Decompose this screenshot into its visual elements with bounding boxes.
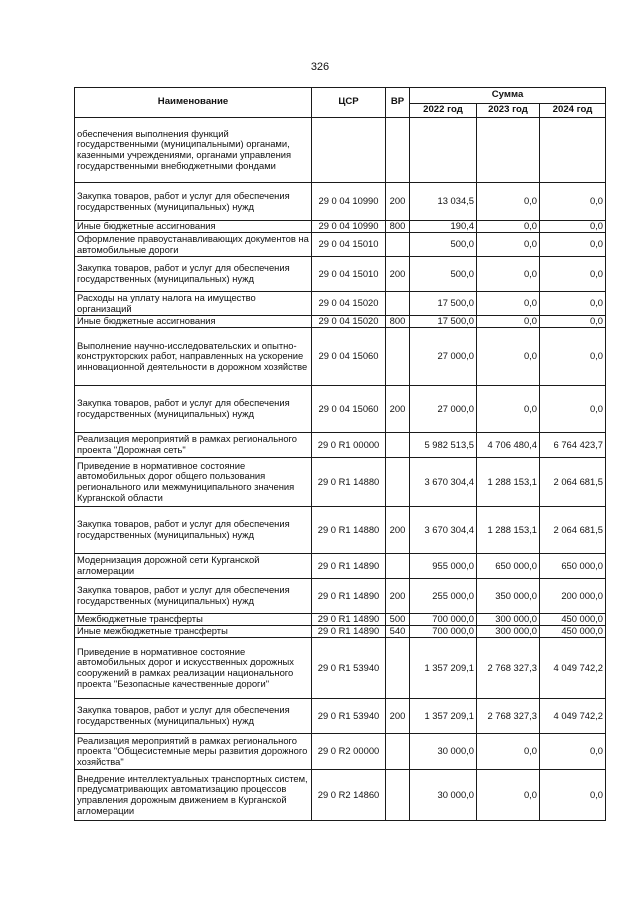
- cell-2022: 255 000,0: [410, 579, 477, 614]
- cell-2023: 0,0: [477, 734, 540, 770]
- table-row: [75, 328, 606, 386]
- header-vr: ВР: [386, 88, 410, 118]
- cell-2023: 0,0: [477, 316, 540, 328]
- cell-2023: 650 000,0: [477, 554, 540, 579]
- cell-vr: 200: [386, 386, 410, 433]
- cell-csr: 29 0 04 15060: [312, 328, 386, 386]
- cell-2023: 1 288 153,1: [477, 507, 540, 554]
- cell-2023: 300 000,0: [477, 614, 540, 626]
- cell-2024: 0,0: [540, 770, 606, 821]
- page-number: 326: [310, 61, 330, 73]
- cell-vr: [386, 458, 410, 507]
- cell-2022: 955 000,0: [410, 554, 477, 579]
- cell-csr: 29 0 04 10990: [312, 183, 386, 221]
- cell-2024: 0,0: [540, 328, 606, 386]
- cell-vr: 800: [386, 316, 410, 328]
- table-row: [75, 257, 606, 292]
- cell-2024: 0,0: [540, 221, 606, 233]
- table-row: [75, 316, 606, 328]
- cell-2022: 27 000,0: [410, 386, 477, 433]
- cell-name: Межбюджетные трансферты: [75, 614, 312, 626]
- cell-2023: 0,0: [477, 221, 540, 233]
- cell-2023: [477, 118, 540, 183]
- cell-2022: 13 034,5: [410, 183, 477, 221]
- cell-2022: 17 500,0: [410, 292, 477, 316]
- table-row: [75, 626, 606, 638]
- cell-name: Модернизация дорожной сети Курганской агломерации: [75, 554, 312, 579]
- cell-vr: 200: [386, 183, 410, 221]
- cell-csr: 29 0 R1 14890: [312, 626, 386, 638]
- cell-2024: 2 064 681,5: [540, 458, 606, 507]
- cell-2022: 1 357 209,1: [410, 638, 477, 699]
- table-row: [75, 386, 606, 433]
- cell-vr: [386, 233, 410, 257]
- cell-name: Иные бюджетные ассигнования: [75, 316, 312, 328]
- cell-name: Внедрение интеллектуальных транспортных систем, предусматривающих автоматизацию процессов управления дорожным движением в Курганской агломерации: [75, 770, 312, 821]
- cell-csr: 29 0 R1 14890: [312, 554, 386, 579]
- table-row: [75, 458, 606, 507]
- cell-2023: 2 768 327,3: [477, 699, 540, 734]
- cell-2023: 4 706 480,4: [477, 433, 540, 458]
- cell-2023: 0,0: [477, 770, 540, 821]
- cell-name: Реализация мероприятий в рамках регионального проекта "Общесистемные меры развития дорожного хозяйства": [75, 734, 312, 770]
- cell-vr: [386, 734, 410, 770]
- cell-name: Закупка товаров, работ и услуг для обеспечения государственных (муниципальных) нужд: [75, 699, 312, 734]
- cell-2022: 500,0: [410, 233, 477, 257]
- cell-2024: 6 764 423,7: [540, 433, 606, 458]
- table-row: [75, 638, 606, 699]
- cell-name: Закупка товаров, работ и услуг для обеспечения государственных (муниципальных) нужд: [75, 183, 312, 221]
- cell-vr: [386, 328, 410, 386]
- cell-2023: 0,0: [477, 233, 540, 257]
- cell-2024: 0,0: [540, 257, 606, 292]
- cell-2024: [540, 118, 606, 183]
- cell-csr: 29 0 R1 53940: [312, 638, 386, 699]
- cell-vr: 800: [386, 221, 410, 233]
- cell-name: Реализация мероприятий в рамках регионального проекта "Дорожная сеть": [75, 433, 312, 458]
- cell-name: Иные межбюджетные трансферты: [75, 626, 312, 638]
- cell-2022: 700 000,0: [410, 626, 477, 638]
- cell-2024: 4 049 742,2: [540, 638, 606, 699]
- cell-2022: 17 500,0: [410, 316, 477, 328]
- table-row: [75, 233, 606, 257]
- table-row: [75, 770, 606, 821]
- table-row: [75, 183, 606, 221]
- cell-name: обеспечения выполнения функций государственными (муниципальными) органами, казенными учреждениями, органами управления государственными внебюджетными фондами: [75, 118, 312, 183]
- budget-table: [74, 87, 606, 821]
- table-header: [75, 88, 606, 118]
- cell-csr: [312, 118, 386, 183]
- cell-csr: 29 0 04 15060: [312, 386, 386, 433]
- cell-csr: 29 0 04 15020: [312, 316, 386, 328]
- table-row: [75, 734, 606, 770]
- cell-name: Расходы на уплату налога на имущество организаций: [75, 292, 312, 316]
- cell-name: Приведение в нормативное состояние автомобильных дорог и искусственных дорожных сооружений в рамках реализации национального проекта "Безопасные качественные дороги": [75, 638, 312, 699]
- cell-vr: 200: [386, 699, 410, 734]
- cell-vr: [386, 554, 410, 579]
- cell-2024: 450 000,0: [540, 614, 606, 626]
- cell-2024: 0,0: [540, 183, 606, 221]
- cell-name: Закупка товаров, работ и услуг для обеспечения государственных (муниципальных) нужд: [75, 579, 312, 614]
- cell-2022: 700 000,0: [410, 614, 477, 626]
- cell-csr: 29 0 04 15020: [312, 292, 386, 316]
- table-row: [75, 614, 606, 626]
- cell-2022: 3 670 304,4: [410, 458, 477, 507]
- cell-2022: 500,0: [410, 257, 477, 292]
- cell-2022: 30 000,0: [410, 734, 477, 770]
- cell-name: Закупка товаров, работ и услуг для обеспечения государственных (муниципальных) нужд: [75, 257, 312, 292]
- cell-2023: 0,0: [477, 257, 540, 292]
- cell-vr: 200: [386, 507, 410, 554]
- cell-vr: 540: [386, 626, 410, 638]
- cell-2022: 27 000,0: [410, 328, 477, 386]
- cell-2022: 1 357 209,1: [410, 699, 477, 734]
- table-row: [75, 554, 606, 579]
- cell-2024: 0,0: [540, 292, 606, 316]
- cell-2023: 0,0: [477, 183, 540, 221]
- cell-2024: 0,0: [540, 316, 606, 328]
- table-row: [75, 433, 606, 458]
- cell-2024: 0,0: [540, 233, 606, 257]
- cell-2023: 1 288 153,1: [477, 458, 540, 507]
- cell-2023: 0,0: [477, 328, 540, 386]
- cell-name: Выполнение научно-исследовательских и опытно-конструкторских работ, направленных на ускорение инновационной деятельности в дорожном хозяйстве: [75, 328, 312, 386]
- cell-csr: 29 0 04 10990: [312, 221, 386, 233]
- cell-vr: [386, 638, 410, 699]
- cell-2022: 5 982 513,5: [410, 433, 477, 458]
- cell-2024: 650 000,0: [540, 554, 606, 579]
- table-row: [75, 118, 606, 183]
- table-body: [75, 118, 606, 821]
- cell-2022: 3 670 304,4: [410, 507, 477, 554]
- cell-csr: 29 0 04 15010: [312, 257, 386, 292]
- header-year-2022: 2022 год: [410, 104, 477, 118]
- cell-2023: 350 000,0: [477, 579, 540, 614]
- cell-csr: 29 0 R1 14890: [312, 614, 386, 626]
- cell-csr: 29 0 R2 00000: [312, 734, 386, 770]
- cell-name: Приведение в нормативное состояние автомобильных дорог общего пользования регионального или межмуниципального значения Курганской области: [75, 458, 312, 507]
- cell-2022: [410, 118, 477, 183]
- cell-vr: [386, 433, 410, 458]
- cell-2023: 0,0: [477, 386, 540, 433]
- header-year-2023: 2023 год: [477, 104, 540, 118]
- cell-2023: 0,0: [477, 292, 540, 316]
- cell-vr: 200: [386, 257, 410, 292]
- header-csr: ЦСР: [312, 88, 386, 118]
- cell-2024: 200 000,0: [540, 579, 606, 614]
- table-row: [75, 699, 606, 734]
- cell-csr: 29 0 R1 14880: [312, 458, 386, 507]
- cell-2024: 450 000,0: [540, 626, 606, 638]
- header-year-2024: 2024 год: [540, 104, 606, 118]
- cell-vr: [386, 292, 410, 316]
- table-row: [75, 579, 606, 614]
- header-sum: Сумма: [410, 88, 606, 104]
- cell-2022: 30 000,0: [410, 770, 477, 821]
- cell-vr: 500: [386, 614, 410, 626]
- cell-name: Закупка товаров, работ и услуг для обеспечения государственных (муниципальных) нужд: [75, 507, 312, 554]
- table-row: [75, 292, 606, 316]
- cell-2022: 190,4: [410, 221, 477, 233]
- cell-csr: 29 0 R1 14890: [312, 579, 386, 614]
- cell-2023: 300 000,0: [477, 626, 540, 638]
- cell-2024: 0,0: [540, 734, 606, 770]
- cell-vr: [386, 118, 410, 183]
- cell-csr: 29 0 R1 14880: [312, 507, 386, 554]
- cell-name: Иные бюджетные ассигнования: [75, 221, 312, 233]
- cell-csr: 29 0 04 15010: [312, 233, 386, 257]
- cell-csr: 29 0 R1 53940: [312, 699, 386, 734]
- cell-2024: 2 064 681,5: [540, 507, 606, 554]
- cell-name: Закупка товаров, работ и услуг для обеспечения государственных (муниципальных) нужд: [75, 386, 312, 433]
- cell-2023: 2 768 327,3: [477, 638, 540, 699]
- table-row: [75, 221, 606, 233]
- cell-vr: 200: [386, 579, 410, 614]
- cell-csr: 29 0 R1 00000: [312, 433, 386, 458]
- table-row: [75, 507, 606, 554]
- cell-name: Оформление правоустанавливающих документов на автомобильные дороги: [75, 233, 312, 257]
- cell-2024: 0,0: [540, 386, 606, 433]
- cell-2024: 4 049 742,2: [540, 699, 606, 734]
- cell-vr: [386, 770, 410, 821]
- cell-csr: 29 0 R2 14860: [312, 770, 386, 821]
- header-name: Наименование: [75, 88, 312, 118]
